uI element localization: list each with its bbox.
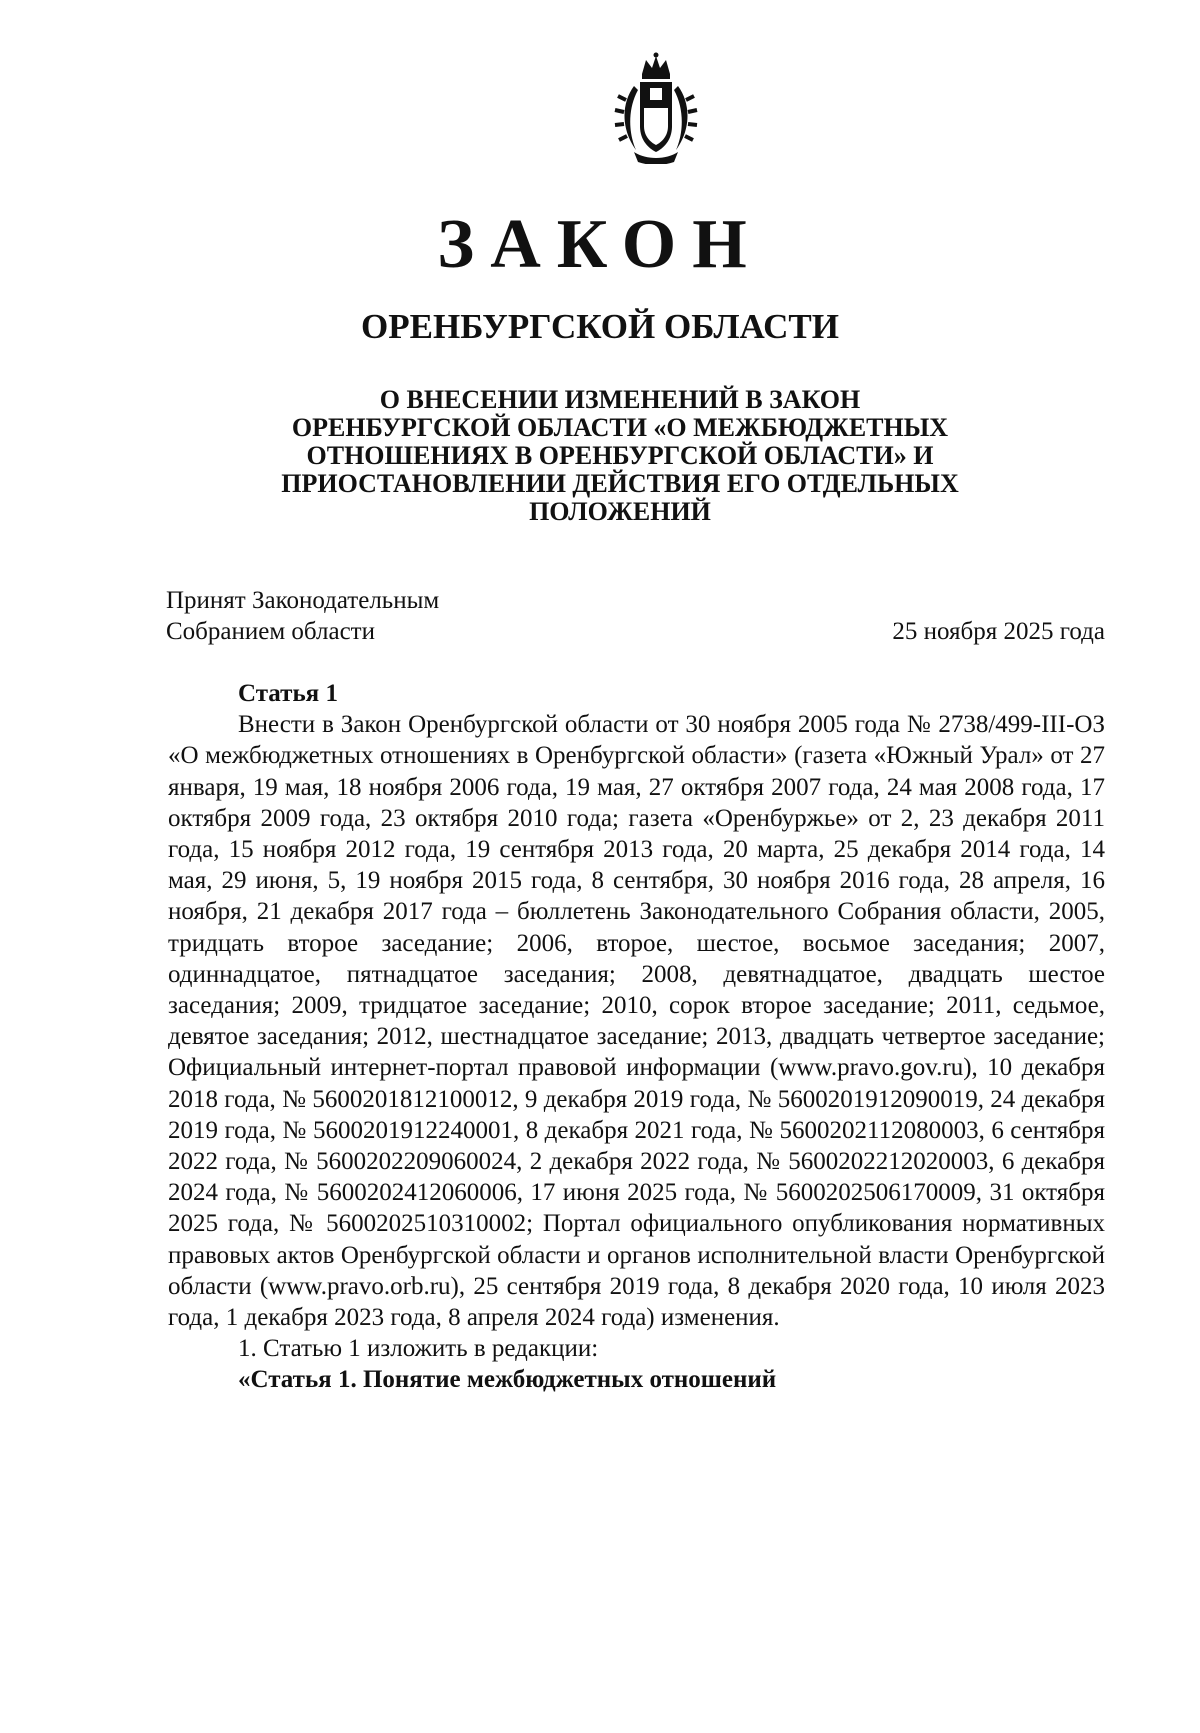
article-item: 1. Статью 1 изложить в редакции:: [238, 1335, 599, 1363]
adoption-note: [166, 585, 439, 647]
law-subject: [250, 386, 990, 526]
article-body: [168, 678, 1105, 1396]
subject-line: ПРИОСТАНОВЛЕНИИ ДЕЙСТВИЯ ЕГО ОТДЕЛЬНЫХ: [281, 469, 959, 498]
subject-line: О ВНЕСЕНИИ ИЗМЕНЕНИЙ В ЗАКОН: [379, 385, 861, 414]
subject-line: ПОЛОЖЕНИЙ: [529, 497, 711, 526]
subject-line: ОРЕНБУРГСКОЙ ОБЛАСТИ «О МЕЖБЮДЖЕТНЫХ: [291, 413, 949, 442]
quoted-article-heading: «Статья 1. Понятие межбюджетных отношений: [238, 1366, 777, 1394]
adoption-line: Собранием области: [166, 618, 375, 645]
article-heading: Статья 1: [238, 680, 338, 707]
law-title: ЗАКОН: [437, 206, 763, 283]
article-paragraph: Внести в Закон Оренбургской области от 30 ноября 2005 года № 2738/499-III-ОЗ «О межбюджетных отношениях в Оренбургской области» (газета «Южный Урал» от 27 января, 19 мая, 18 ноября 2006 года, 19 мая, 27 октября 2007 года, 24 мая 2008 года, 17 октября 2009 года, 23 октября 2010 года; газета «Оренбуржье» от 2, 23 декабря 2011 года, 15 ноября 2012 года, 19 сентября 2013 года, 20 марта, 25 декабря 2014 года, 14 мая, 29 июня, 5, 19 ноября 2015 года, 8 сентября, 30 ноября 2016 года, 28 апреля, 16 ноября, 21 декабря 2017 года – бюллетень Законодательного Собрания области, 2005, тридцать второе заседание; 2006, второе, шестое, восьмое заседания; 2007, одиннадцатое, пятнадцатое заседания; 2008, девятнадцатое, двадцать шестое заседания; 2009, тридцатое заседание; 2010, сорок второе заседание; 2011, седьмое, девятое заседания; 2012, шестнадцатое заседание; 2013, двадцать четвертое заседание; Официальный интернет-портал правовой информации (www.pravo.gov.ru), 10 декабря 2018 года, № 5600201812100012, 9 декабря 2019 года, № 5600201912090019, 24 декабря 2019 года, № 5600201912240001, 8 декабря 2021 года, № 5600202112080003, 6 сентября 2022 года, № 5600202209060024, 2 декабря 2022 года, № 5600202212020003, 6 декабря 2024 года, № 5600202412060006, 17 июня 2025 года, № 5600202506170009, 31 октября 2025 года, № 5600202510310002; Портал официального опубликования нормативных правовых актов Оренбургской области и органов исполнительной власти Оренбургской области (www.pravo.orb.ru), 25 сентября 2019 года, 8 декабря 2020 года, 10 июля 2023 года, 1 декабря 2023 года, 8 апреля 2024 года) изменения.: [168, 711, 1105, 1332]
adoption-date: 25 ноября 2025 года: [892, 618, 1105, 645]
region-title: ОРЕНБУРГСКОЙ ОБЛАСТИ: [361, 307, 839, 346]
coat-of-arms-icon: [612, 52, 700, 164]
subject-line: ОТНОШЕНИЯХ В ОРЕНБУРГСКОЙ ОБЛАСТИ» И: [306, 441, 934, 470]
adoption-line: Принят Законодательным: [166, 587, 440, 614]
